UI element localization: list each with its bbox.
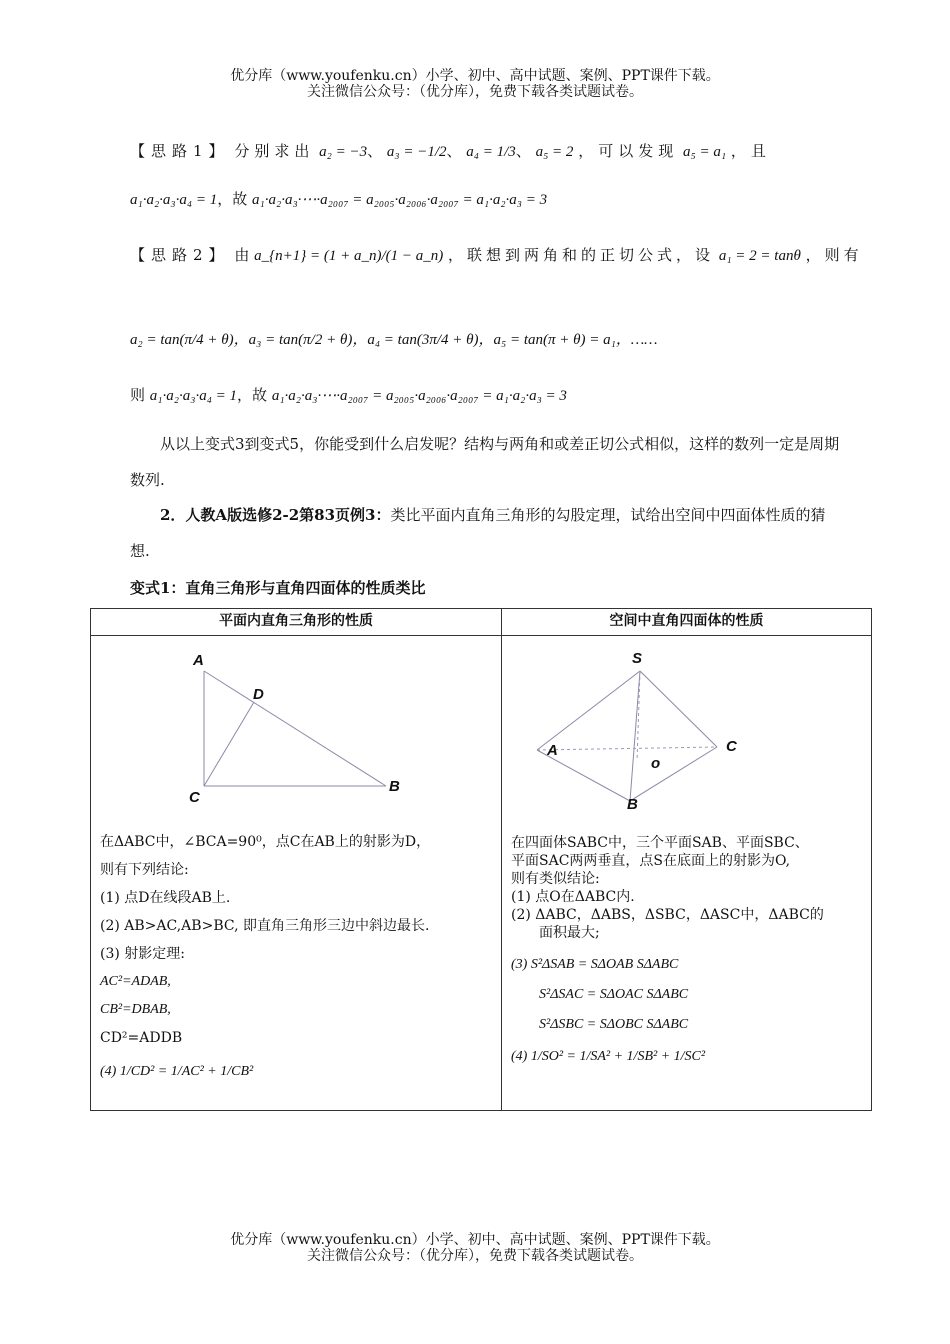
right-line-4: (1) 点O在ΔABC内.	[511, 889, 635, 905]
thought1-text1: 分别求出	[234, 142, 315, 160]
left-line-6: AC²=ADAB,	[100, 974, 171, 989]
left-line-9: (4) 1/CD² = 1/AC² + 1/CB²	[100, 1064, 254, 1079]
thought1-line2	[130, 188, 547, 209]
thought2-prod1: a₁·a₂·a₃·a₄ = 1	[149, 388, 238, 404]
left-line-8: CD²=ADDB	[100, 1030, 183, 1046]
right-line-8: S²ΔSAC = SΔOAC SΔABC	[539, 987, 689, 1002]
problem2-paragraph	[130, 497, 840, 569]
right-line-1: 在四面体SABC中，三个平面SAB、平面SBC、	[511, 835, 809, 851]
thought2-gu: ，故	[237, 386, 268, 404]
left-line-4: (2) AB>AC,AB>BC, 即直角三角形三边中斜边最长.	[100, 918, 430, 934]
thought1-line1: 【思路1】 分别求出 a₂ = −3、 a₃ = −1/2、 a₄ = 1/3、 a₅ = 2 ，可以发现 a₅ = a₁ ，且	[130, 142, 771, 160]
tetrahedron-diagram	[502, 636, 872, 836]
right-conclusions	[511, 834, 824, 1066]
left-line-1: 在ΔABC中，∠BCA=90⁰，点C在AB上的射影为D，	[100, 834, 431, 850]
table-cell-left	[91, 636, 502, 1111]
variant-title: 变式1：直角三角形与直角四面体的性质类比	[130, 579, 426, 597]
thought2-text2: ，联想到两角和的正切公式，设	[448, 246, 715, 264]
left-conclusions	[100, 828, 430, 1086]
thought2-text1: 由	[234, 246, 250, 264]
left-line-7: CB²=DBAB,	[100, 1002, 171, 1017]
label-O: o	[651, 755, 661, 772]
label-C-tetra: C	[726, 738, 737, 755]
thought1-gu: ，故	[217, 190, 248, 208]
thought1-a2: a₂ = −3	[319, 144, 368, 160]
thought2-then: 则	[130, 386, 146, 404]
label-S: S	[632, 650, 643, 667]
table-header-right: 空间中直角四面体的性质	[502, 609, 872, 636]
thought1-a4: a₄ = 1/3	[466, 144, 516, 160]
thought1-text3: ，且	[730, 142, 771, 160]
thought2-line1	[130, 244, 863, 265]
right-line-10: (4) 1/SO² = 1/SA² + 1/SB² + 1/SC²	[511, 1049, 706, 1064]
footer-line-2: 关注微信公众号：（优分库），免费下载各类试题试卷。	[307, 1248, 643, 1264]
thought2-seq: a₂ = tan(π/4 + θ)，a₃ = tan(π/2 + θ)，a₄ = tan(3π/4 + θ)，a₅ = tan(π + θ) = a₁，……	[130, 332, 658, 348]
thought1-a5: a₅ = 2	[535, 144, 574, 160]
page-footer	[0, 1232, 950, 1264]
table-cell-right	[502, 636, 872, 1111]
label-D: D	[253, 686, 264, 703]
right-line-6: 面积最大;	[539, 925, 600, 941]
thought2-sequence	[130, 328, 658, 349]
footer-line-1: 优分库（www.youfenku.cn）小学、初中、高中试题、案例、PPT课件下载。	[230, 1232, 720, 1248]
thought1-label: 【思路1】	[130, 142, 230, 160]
header-line-1: 优分库（www.youfenku.cn）小学、初中、高中试题、案例、PPT课件下载。	[230, 68, 720, 84]
thought2-label: 【思路2】	[130, 246, 230, 264]
right-line-9: S²ΔSBC = SΔOBC SΔABC	[539, 1017, 689, 1032]
thought2-text3: ，则有	[805, 246, 863, 264]
problem2-title: 2．人教A版选修2-2第83页例3：	[160, 506, 391, 524]
left-line-5: (3) 射影定理:	[100, 946, 185, 962]
right-line-5: (2) ΔABC，ΔABS，ΔSBC，ΔASC中，ΔABC的	[511, 907, 824, 923]
right-line-3: 则有类似结论:	[511, 871, 600, 887]
right-triangle-diagram	[91, 636, 501, 816]
label-A-tetra: A	[547, 742, 558, 759]
table-header-left: 平面内直角三角形的性质	[91, 609, 502, 636]
thought1-rel: a₅ = a₁	[683, 144, 727, 160]
thought1-a3: a₃ = −1/2	[386, 144, 447, 160]
thought1-text2: ，可以发现	[578, 142, 679, 160]
comparison-table	[90, 608, 872, 1111]
right-line-7: (3) S²ΔSAB = SΔOAB SΔABC	[511, 957, 679, 972]
label-A: A	[193, 652, 204, 669]
thought2-line3	[130, 384, 567, 405]
left-line-2: 则有下列结论:	[100, 862, 189, 878]
right-line-2: 平面SAC两两垂直，点S在底面上的射影为O,	[511, 853, 791, 869]
label-B: B	[389, 778, 400, 795]
insight-paragraph: 从以上变式3到变式5，你能受到什么启发呢？结构与两角和或差正切公式相似，这样的数列一定是周期数列.	[130, 435, 840, 489]
left-line-3: (1) 点D在线段AB上.	[100, 890, 231, 906]
thought1-product1: a₁·a₂·a₃·a₄ = 1	[130, 192, 218, 208]
thought2-prod2: a₁·a₂·a₃·⋯·a₂₀₀₇ = a₂₀₀₅·a₂₀₀₆·a₂₀₀₇ = a₁·a₂·a₃ = 3	[271, 388, 567, 404]
thought2-set: a₁ = 2 = tanθ	[718, 248, 801, 264]
thought2-recurrence: a_{n+1} = (1 + a_n)/(1 − a_n)	[254, 248, 444, 264]
page-header	[0, 68, 950, 100]
problem2-text: 类比平面内直角三角形的勾股定理，试给出空间中四面体性质的猜想.	[130, 506, 826, 560]
header-line-2: 关注微信公众号：（优分库），免费下载各类试题试卷。	[307, 84, 643, 100]
label-C: C	[189, 789, 200, 806]
thought1-product2: a₁·a₂·a₃·⋯·a₂₀₀₇ = a₂₀₀₅·a₂₀₀₆·a₂₀₀₇ = a₁·a₂·a₃ = 3	[252, 192, 548, 208]
label-B-tetra: B	[627, 796, 638, 813]
